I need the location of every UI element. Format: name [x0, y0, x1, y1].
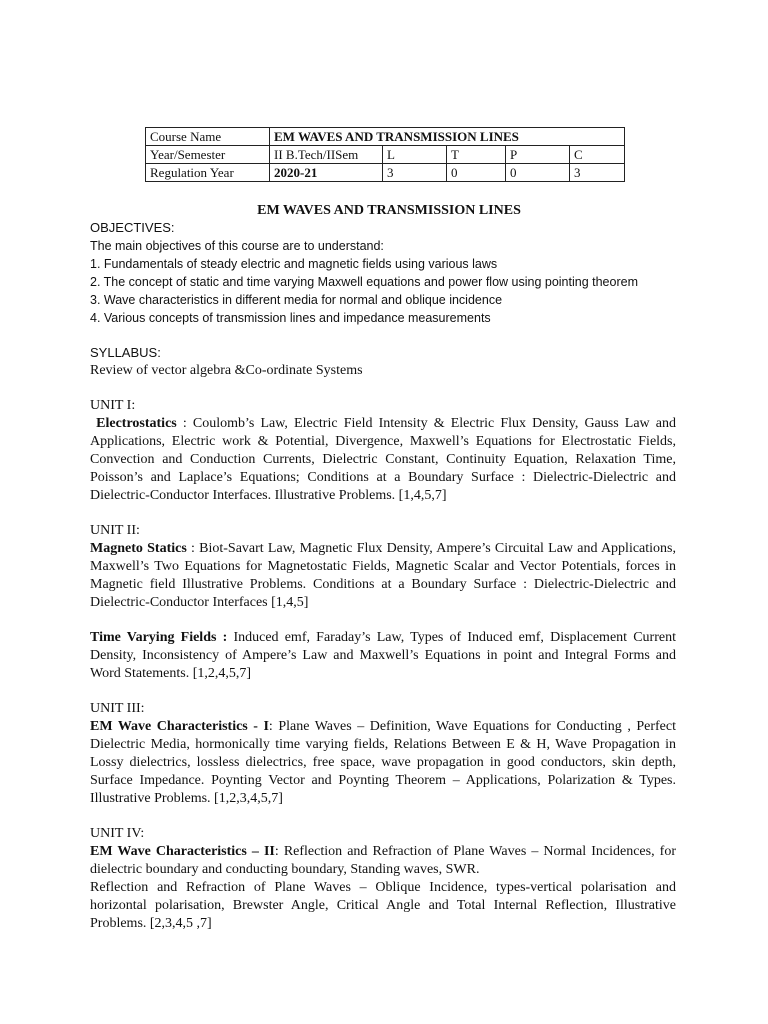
unit1-topic: Electrostatics	[96, 416, 177, 431]
unit1-text: : Coulomb’s Law, Electric Field Intensity & Electric Flux Density, Gauss Law and Applications, Electric work & Potential, Divergence, Maxwell’s Equations for Electrostatic Fields, Convection and Conduction Currents, Dielectric Constant, Continuity Equation, Relaxation Time, Poisson’s and Laplace’s Equations; Conditions at a Boundary Surface : Dielectric-Dielectric and Dielectric-Conductor Interfaces. Illustrative Problems. [1,4,5,7]	[90, 416, 676, 503]
unit3-content	[90, 718, 676, 808]
unit4-content	[90, 843, 676, 879]
course-name-label: Course Name	[146, 128, 270, 146]
unit1-heading: UNIT I:	[90, 398, 136, 413]
objective-item: 2. The concept of static and time varying Maxwell equations and power flow using pointing theorem	[90, 275, 638, 289]
course-name-value: EM WAVES AND TRANSMISSION LINES	[270, 128, 625, 146]
table-row	[146, 128, 625, 146]
c-header: C	[570, 146, 625, 164]
unit3-heading: UNIT III:	[90, 701, 145, 716]
unit2-topic: Magneto Statics	[90, 541, 187, 556]
table-row	[146, 164, 625, 182]
year-semester-label: Year/Semester	[146, 146, 270, 164]
document-title: EM WAVES AND TRANSMISSION LINES	[257, 203, 521, 218]
objectives-intro: The main objectives of this course are to understand:	[90, 239, 384, 253]
unit2-content	[90, 540, 676, 612]
p-value: 0	[506, 164, 570, 182]
l-value: 3	[383, 164, 447, 182]
unit3-text: : Plane Waves – Definition, Wave Equations for Conducting , Perfect Dielectric Media, hormonically time varying fields, Relations Between E & H, Wave Propagation in Lossy dielectrics, lossless dielectrics, free space, wave propagation in good conductors, skin depth, Surface Impedance. Poynting Vector and Poynting Theorem – Applications, Polarization & Types. Illustrative Problems. [1,2,3,4,5,7]	[90, 719, 676, 806]
l-header: L	[383, 146, 447, 164]
course-info-table	[145, 127, 625, 182]
unit2-text: : Biot-Savart Law, Magnetic Flux Density, Ampere’s Circuital Law and Applications, Maxwell’s Two Equations for Magnetostatic Fields, Magnetic Scalar and Vector Potentials, forces in Magnetic field Illustrative Problems. Conditions at a Boundary Surface : Dielectric-Dielectric and Dielectric-Conductor Interfaces [1,4,5]	[90, 541, 676, 610]
unit4-topic: EM Wave Characteristics – II	[90, 844, 275, 859]
t-value: 0	[447, 164, 506, 182]
unit4-heading: UNIT IV:	[90, 826, 145, 841]
unit4-content-2: Reflection and Refraction of Plane Waves – Oblique Incidence, types-vertical polarisation and horizontal polarisation, Brewster Angle, Critical Angle and Total Internal Reflection, Illustrative Problems. [2,3,4,5 ,7]	[90, 880, 676, 931]
unit4-text: : Reflection and Refraction of Plane Waves – Normal Incidences, for dielectric boundary and conducting boundary, Standing waves, SWR.	[90, 844, 676, 877]
objective-item: 1. Fundamentals of steady electric and magnetic fields using various laws	[90, 257, 498, 271]
c-value: 3	[570, 164, 625, 182]
regulation-year-value: 2020-21	[270, 164, 383, 182]
year-semester-value: II B.Tech/IISem	[270, 146, 383, 164]
syllabus-heading: SYLLABUS:	[90, 345, 161, 360]
unit2-text-2: Induced emf, Faraday’s Law, Types of Induced emf, Displacement Current Density, Inconsistency of Ampere’s Law and Maxwell’s Equations in point and Integral Forms and Word Statements. [1,2,4,5,7]	[90, 630, 676, 681]
syllabus-intro: Review of vector algebra &Co-ordinate Systems	[90, 363, 363, 378]
unit3-topic: EM Wave Characteristics - I	[90, 719, 269, 734]
objective-item: 4. Various concepts of transmission lines and impedance measurements	[90, 311, 491, 325]
unit2-content-2	[90, 629, 676, 683]
t-header: T	[447, 146, 506, 164]
regulation-year-label: Regulation Year	[146, 164, 270, 182]
objective-item: 3. Wave characteristics in different media for normal and oblique incidence	[90, 293, 503, 307]
document-body	[90, 219, 676, 933]
table-row	[146, 146, 625, 164]
unit2-topic-2: Time Varying Fields :	[90, 630, 228, 645]
unit2-heading: UNIT II:	[90, 523, 140, 538]
unit1-content	[90, 415, 676, 505]
p-header: P	[506, 146, 570, 164]
objectives-heading: OBJECTIVES:	[90, 220, 175, 235]
